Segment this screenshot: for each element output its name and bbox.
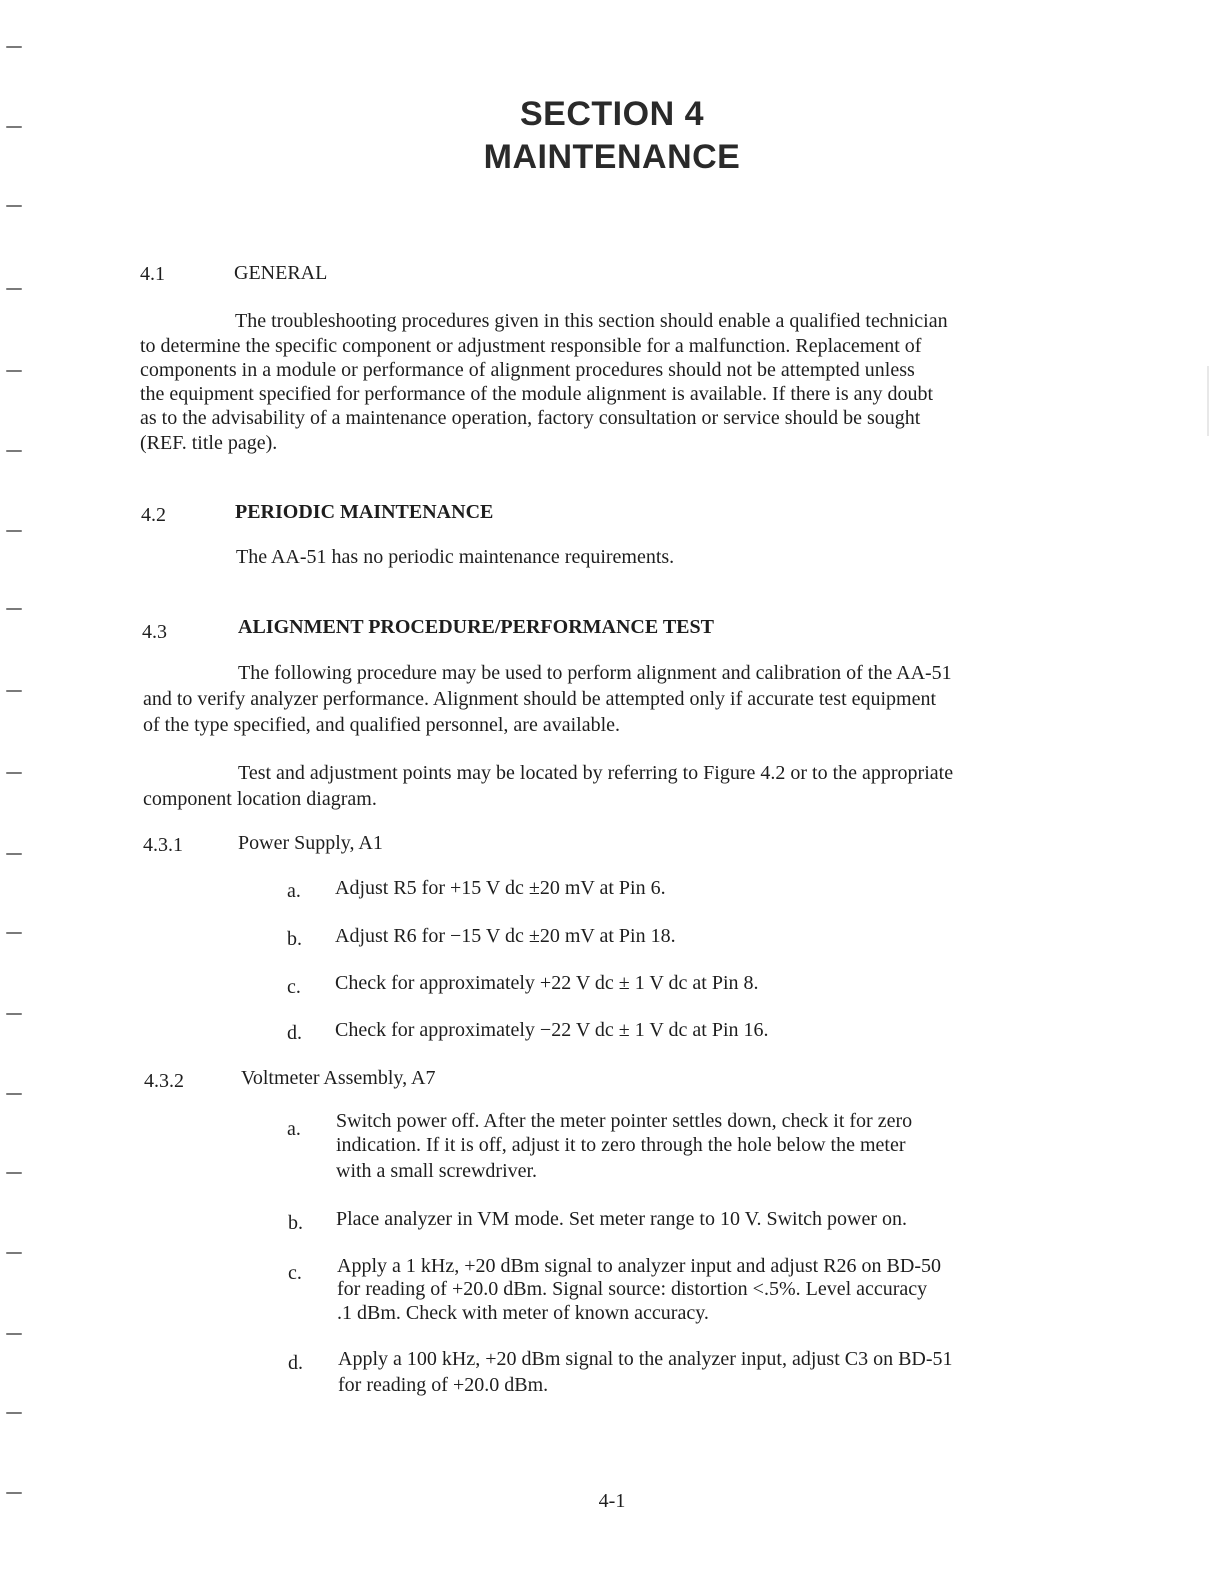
list-item-label: b. bbox=[287, 928, 302, 950]
section-4-2-heading: PERIODIC MAINTENANCE bbox=[235, 501, 494, 523]
section-4-1-heading: GENERAL bbox=[234, 262, 328, 284]
section-4-3-2-number: 4.3.2 bbox=[144, 1070, 184, 1092]
list-item-text: Switch power off. After the meter pointer settles down, check it for zero bbox=[336, 1110, 913, 1132]
section-4-2-number: 4.2 bbox=[141, 504, 166, 526]
list-item-text: Apply a 100 kHz, +20 dBm signal to the analyzer input, adjust C3 on BD-51 bbox=[338, 1348, 953, 1370]
list-item-label: d. bbox=[287, 1022, 302, 1044]
list-item-text: Place analyzer in VM mode. Set meter range to 10 V. Switch power on. bbox=[336, 1208, 907, 1230]
paragraph-line: component location diagram. bbox=[143, 788, 377, 810]
paragraph-line: The following procedure may be used to perform alignment and calibration of the AA-51 bbox=[238, 662, 952, 684]
section-4-1-number: 4.1 bbox=[140, 263, 165, 285]
paragraph-line: components in a module or performance of alignment procedures should not be attempted unless bbox=[140, 359, 915, 381]
paragraph-line: of the type specified, and qualified personnel, are available. bbox=[143, 714, 621, 736]
list-item-text: indication. If it is off, adjust it to zero through the hole below the meter bbox=[336, 1134, 906, 1156]
list-item-label: c. bbox=[287, 976, 301, 998]
list-item-label: c. bbox=[288, 1262, 302, 1284]
list-item-label: b. bbox=[288, 1212, 303, 1234]
section-4-3-heading: ALIGNMENT PROCEDURE/PERFORMANCE TEST bbox=[238, 616, 714, 638]
list-item-text: Check for approximately −22 V dc ± 1 V dc at Pin 16. bbox=[335, 1019, 769, 1041]
paragraph-line: (REF. title page). bbox=[140, 432, 278, 454]
section-4-3-1-number: 4.3.1 bbox=[143, 834, 183, 856]
paragraph-line: The AA-51 has no periodic maintenance requirements. bbox=[236, 546, 675, 568]
paragraph-line: and to verify analyzer performance. Alignment should be attempted only if accurate test equipment bbox=[143, 688, 937, 710]
list-item-text: Check for approximately +22 V dc ± 1 V dc at Pin 8. bbox=[335, 972, 759, 994]
list-item-text: with a small screwdriver. bbox=[336, 1160, 538, 1182]
section-4-3-1-heading: Power Supply, A1 bbox=[238, 832, 383, 854]
binding-edge-marks bbox=[0, 0, 40, 1584]
right-edge-shadow bbox=[1207, 366, 1209, 436]
list-item-text: Adjust R6 for −15 V dc ±20 mV at Pin 18. bbox=[335, 925, 676, 947]
list-item-text: for reading of +20.0 dBm. Signal source: distortion <.5%. Level accuracy bbox=[337, 1278, 928, 1300]
list-item-label: a. bbox=[287, 880, 301, 902]
section-4-3-2-heading: Voltmeter Assembly, A7 bbox=[241, 1067, 436, 1089]
list-item-text: Apply a 1 kHz, +20 dBm signal to analyzer input and adjust R26 on BD-50 bbox=[337, 1255, 941, 1277]
paragraph-line: the equipment specified for performance of the module alignment is available. If there is any doubt bbox=[140, 383, 934, 405]
list-item-label: a. bbox=[287, 1118, 301, 1140]
list-item-label: d. bbox=[288, 1352, 303, 1374]
page-number: 4-1 bbox=[598, 1490, 626, 1512]
list-item-text: .1 dBm. Check with meter of known accuracy. bbox=[337, 1302, 709, 1324]
list-item-text: for reading of +20.0 dBm. bbox=[338, 1374, 549, 1396]
paragraph-line: The troubleshooting procedures given in this section should enable a qualified technician bbox=[235, 310, 948, 332]
list-item-text: Adjust R5 for +15 V dc ±20 mV at Pin 6. bbox=[335, 877, 666, 899]
section-title-line1: SECTION 4 bbox=[520, 95, 704, 133]
section-title-line2: MAINTENANCE bbox=[483, 138, 741, 176]
paragraph-line: to determine the specific component or adjustment responsible for a malfunction. Replacement of bbox=[140, 335, 922, 357]
paragraph-line: Test and adjustment points may be located by referring to Figure 4.2 or to the appropriate bbox=[238, 762, 954, 784]
section-4-3-number: 4.3 bbox=[142, 621, 167, 643]
paragraph-line: as to the advisability of a maintenance operation, factory consultation or service should be sought bbox=[140, 407, 921, 429]
